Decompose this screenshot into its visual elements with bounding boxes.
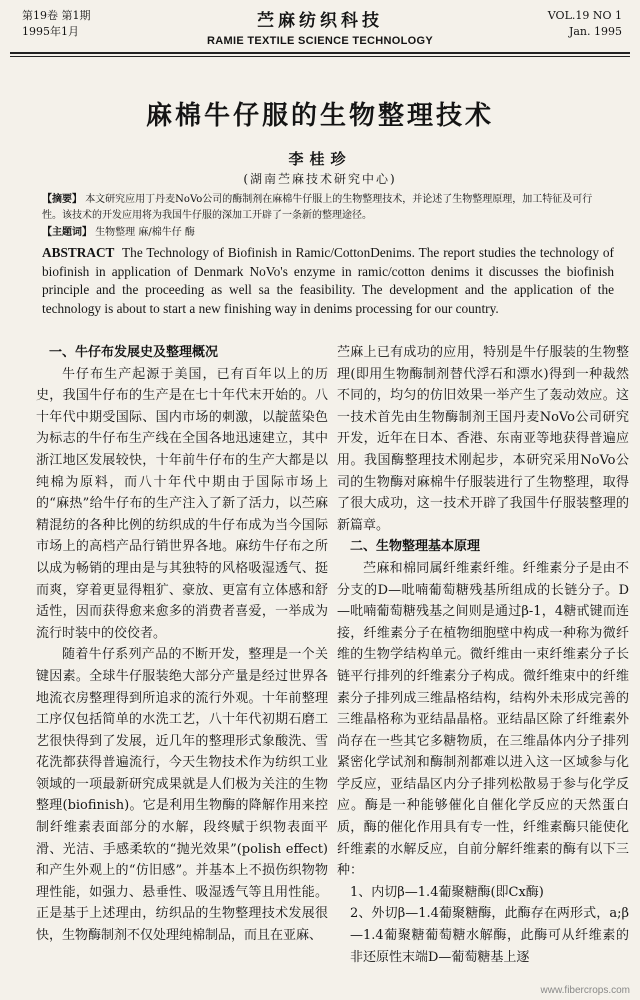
watermark: www.fibercrops.com bbox=[540, 985, 630, 996]
header-rule-bottom bbox=[10, 56, 630, 57]
abstract-en-label: ABSTRACT bbox=[42, 245, 115, 260]
body-paragraph: 随着牛仔系列产品的不断开发，整理是一个关键因素。全球牛仔服装绝大部分产量是经过世界各地流衣房整理得到所追求的流行外观。十年前整理工序仅包括简单的水洗工艺，八十年代初期石磨工艺很快得到了发展，近几年的整理形式象酸洗、雪花洗都获得普遍流行，今天生物技术作为纺织工业领域的一项最新研究成果就是人们极为关注的生物整理(biofinish)。它是利用生物酶的降解作用来控制纤维素表面部分的水解，段终赋于织物表面平滑、光洁、手感柔软的“抛光效果”(polish effect)和产生外观上的“仿旧感”。并基本上不损伤织物物理性能，如强力、悬垂性、吸湿透气等且用性能。正是基于上述理由，纺织品的生物整理技术发展很快，生物酶制剂不仅处理纯棉制品，而且在亚麻、 bbox=[36, 647, 328, 944]
section-heading-2: 二、生物整理基本原理 bbox=[350, 539, 481, 555]
keywords bbox=[42, 225, 610, 241]
keywords-label: 【主题词】 bbox=[42, 227, 92, 238]
abstract-en-text: The Technology of Biofinish in Ramic/CottonDenims. The report studies the technology of biofinish in application of Denmark NoVo's enzyme in ramic/cotton denims it discusses the biofinish principle and the proceeding as well sa the feasibility. The development and the application of the technology is about to start a new finishing way in denims processing for our country. bbox=[42, 245, 614, 316]
left-column bbox=[36, 342, 328, 947]
issue-info-cn bbox=[22, 8, 91, 40]
list-item: 1、内切β—1.4葡聚糖酶(即Cx酶) bbox=[350, 884, 544, 900]
abstract-cn-text: 本文研究应用丁丹麦NoVo公司的酶制剂在麻棉牛仔服上的生物整理技术，并论述了生物整理原理，加工特征及可行性。该技术的开发应用将为我国牛仔服的深加工开辟了一条新的整理途径。 bbox=[42, 194, 593, 221]
list-item: 2、外切β—1.4葡聚糖酶，此酶存在两形式，a;β—1.4葡聚糖葡萄糖水解酶，此酶可从纤维素的非还原性末端D—葡萄糖基上逐 bbox=[350, 906, 629, 965]
section-heading-1: 一、牛仔布发展史及整理概况 bbox=[49, 345, 219, 360]
journal-name bbox=[150, 6, 490, 47]
issue-info-en bbox=[548, 8, 622, 40]
right-column bbox=[337, 342, 629, 968]
abstract-en bbox=[42, 244, 614, 318]
date-en: Jan. 1995 bbox=[568, 25, 622, 38]
author-affiliation: (湖南苎麻技术研究中心) bbox=[243, 172, 397, 186]
body-paragraph: 牛仔布生产起源于美国，已有百年以上的历史，我国牛仔布的生产是在七十年代末开始的。八十年代中期受国际、国内市场的刺激，以靛蓝染色为标志的牛仔布生产线在全国各地迅速建立，其中浙江地区发展较快，十年前牛仔布的生产大都是以纯棉为原料，而八十年代中期由于国际市场上的“麻热”给牛仔布的生产注入了新了活力，以苎麻精混纺的各种比例的纺织成的牛仔布成为当今国际市场上的高档产品行销世界各地。麻纺牛仔布之所以成为畅销的理由是与其独特的风格吸湿透气、挺而爽，穿着更显得粗犷、豪放、更富有立体感和舒适性，因而获得愈来愈多的消费者喜爱，一举成为流行时装中的佼佼者。 bbox=[36, 366, 328, 641]
article-author: 李桂珍 bbox=[288, 150, 352, 168]
abstract-cn-label: 【摘要】 bbox=[42, 194, 82, 205]
date-cn: 1995年1月 bbox=[22, 25, 79, 38]
header-rule-top bbox=[10, 52, 630, 54]
article-title: 麻棉牛仔服的生物整理技术 bbox=[145, 101, 494, 131]
volume-issue-en: VOL.19 NO 1 bbox=[547, 9, 622, 22]
masthead bbox=[0, 0, 640, 58]
body-paragraph-continued: 苎麻上已有成功的应用，特别是牛仔服装的生物整理(即用生物酶制剂替代浮石和漂水)得到一种裁然不同的，均匀的仿旧效果一举产生了轰动效应。这一技术首先由生物酶制剂王国丹麦NoVo公司研究开发，近年在日本、香港、东南亚等地获得普遍应用。我国酶整理技术刚起步，本研究采用NoVo公司的生物酶对麻棉牛仔服装进行了生物整理，取得了很大成功，这一技术开辟了我国牛仔服装整理的新篇章。 bbox=[337, 345, 629, 533]
body-paragraph: 苎麻和棉同属纤维素纤维。纤维素分子是由不分支的D—吡喃葡萄糖残基所组成的长链分子。D—吡喃葡萄糖残基之间则是通过β-1，4糖甙键而连接，纤维素分子在植物细胞壁中构成一种称为微纤维的生物学结构单元。微纤维由一束纤维素分子长链平行排列的纤维素分子构成。微纤维束中的纤维素分子排列成三维晶格结构，结构外未形成完善的三维晶格称为亚结晶晶格。亚结晶区除了纤维素外尚存在一些其它多糖物质，在三维晶体内分子排列紧密化学试剂和酶制剂都难以进入这一区域参与化学反应，亚结晶区内分子排列松散易于参与化学反应。酶是一种能够催化自催化学反应的天然蛋白质，酶的催化作用具有专一性，纤维素酶只能使化纤维素的水解反应，自前分解纤维素的酶有以下三种： bbox=[337, 560, 629, 879]
journal-name-en: RAMIE TEXTILE SCIENCE TECHNOLOGY bbox=[207, 35, 433, 47]
abstract-cn bbox=[42, 192, 610, 224]
keywords-text: 生物整理 麻/棉牛仔 酶 bbox=[95, 227, 195, 238]
journal-name-cn: 苎麻纺织科技 bbox=[257, 11, 383, 31]
volume-issue-cn: 第19卷 第1期 bbox=[22, 9, 91, 22]
